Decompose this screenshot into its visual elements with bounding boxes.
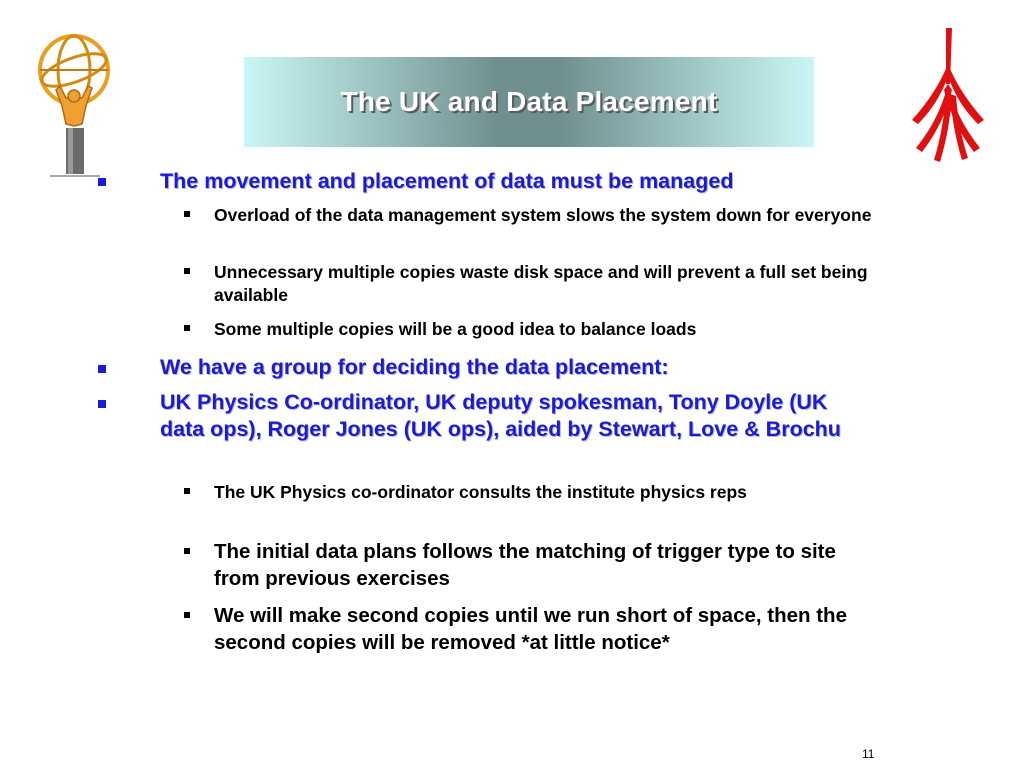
bullet-level2: The initial data plans follows the matching of trigger type to site from previous exercises — [214, 540, 836, 590]
bullet-level2: Overload of the data management system slows the system down for everyone — [214, 205, 872, 225]
bullet-level1: The movement and placement of data must be managed — [160, 169, 734, 193]
bullet-marker — [98, 400, 106, 408]
bullet-level2: The UK Physics co-ordinator consults the institute physics reps — [214, 482, 747, 502]
bullet-level1: We have a group for deciding the data placement: — [160, 355, 669, 379]
bullet-level1: UK Physics Co-ordinator, UK deputy spokesman, Tony Doyle (UK data ops), Roger Jones (UK ops), aided by Stewart, Love & Brochu — [160, 390, 841, 441]
bullet-level2: We will make second copies until we run short of space, then the second copies will be removed *at little notice* — [214, 604, 847, 654]
page-number: 11 — [862, 747, 875, 761]
slide-title: The UK and Data Placement — [340, 86, 718, 117]
bullet-marker — [184, 548, 190, 554]
bullet-marker — [184, 488, 190, 494]
bullet-marker — [184, 268, 190, 274]
bullet-marker — [184, 612, 190, 618]
bullet-level2: Some multiple copies will be a good idea to balance loads — [214, 319, 697, 339]
bullet-marker — [98, 178, 106, 186]
bullet-marker — [184, 325, 190, 331]
bullet-marker — [184, 211, 190, 217]
bullet-level2: Unnecessary multiple copies waste disk space and will prevent a full set being available — [214, 262, 868, 305]
bullet-marker — [98, 365, 106, 373]
